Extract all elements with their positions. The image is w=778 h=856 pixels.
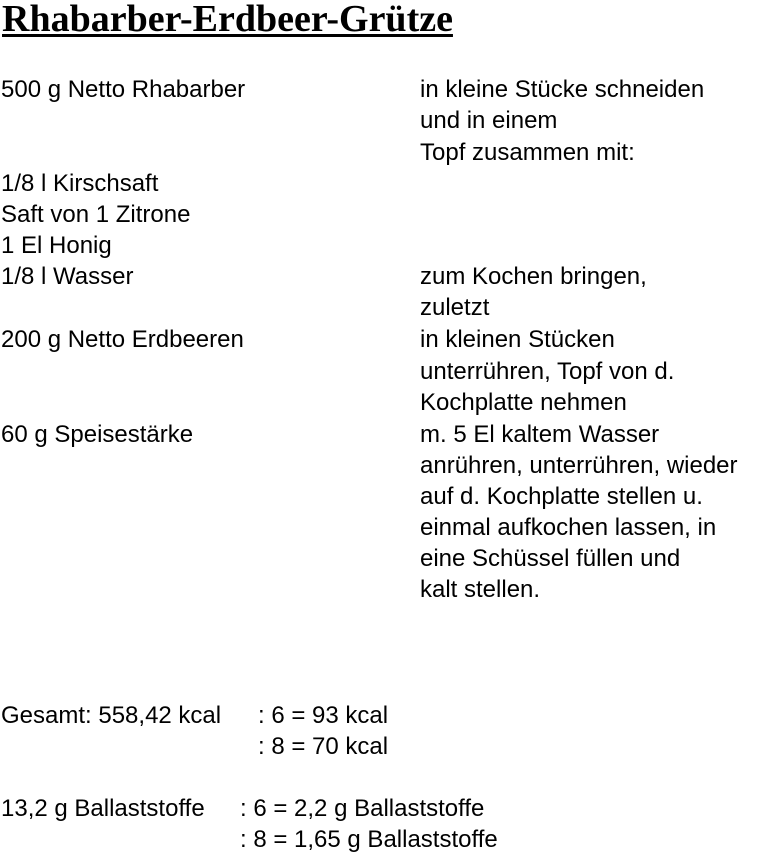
instruction-line: Topf zusammen mit: — [420, 139, 635, 166]
instruction-line: in kleinen Stücken — [420, 326, 615, 353]
kcal-total: Gesamt: 558,42 kcal — [1, 702, 222, 729]
ingredient-strawberries: 200 g Netto Erdbeeren — [1, 326, 244, 353]
instruction-line: anrühren, unterrühren, wieder — [420, 452, 738, 479]
fiber-per-8: : 8 = 1,65 g Ballaststoffe — [240, 826, 498, 853]
instruction-line: kalt stellen. — [420, 576, 541, 603]
instruction-line: einmal aufkochen lassen, in — [420, 514, 717, 541]
instruction-line: und in einem — [420, 107, 558, 134]
instruction-line: unterrühren, Topf von d. — [420, 358, 675, 385]
instruction-line: m. 5 El kaltem Wasser — [420, 421, 660, 448]
ingredient-honey: 1 El Honig — [1, 232, 112, 259]
instruction-line: in kleine Stücke schneiden — [420, 76, 705, 103]
instruction-line: zuletzt — [420, 294, 490, 321]
fiber-total: 13,2 g Ballaststoffe — [1, 795, 205, 822]
ingredient-water: 1/8 l Wasser — [1, 263, 134, 290]
ingredient-cherry-juice: 1/8 l Kirschsaft — [1, 170, 159, 197]
instruction-line: zum Kochen bringen, — [420, 263, 647, 290]
ingredient-lemon-juice: Saft von 1 Zitrone — [1, 201, 191, 228]
ingredient-starch: 60 g Speisestärke — [1, 421, 194, 448]
instruction-line: auf d. Kochplatte stellen u. — [420, 483, 703, 510]
ingredient-rhubarb: 500 g Netto Rhabarber — [1, 76, 246, 103]
recipe-title: Rhabarber-Erdbeer-Grütze — [2, 0, 453, 40]
instruction-line: Kochplatte nehmen — [420, 389, 627, 416]
instruction-line: eine Schüssel füllen und — [420, 545, 681, 572]
fiber-per-6: : 6 = 2,2 g Ballaststoffe — [240, 795, 485, 822]
kcal-per-6: : 6 = 93 kcal — [258, 702, 389, 729]
kcal-per-8: : 8 = 70 kcal — [258, 733, 389, 760]
